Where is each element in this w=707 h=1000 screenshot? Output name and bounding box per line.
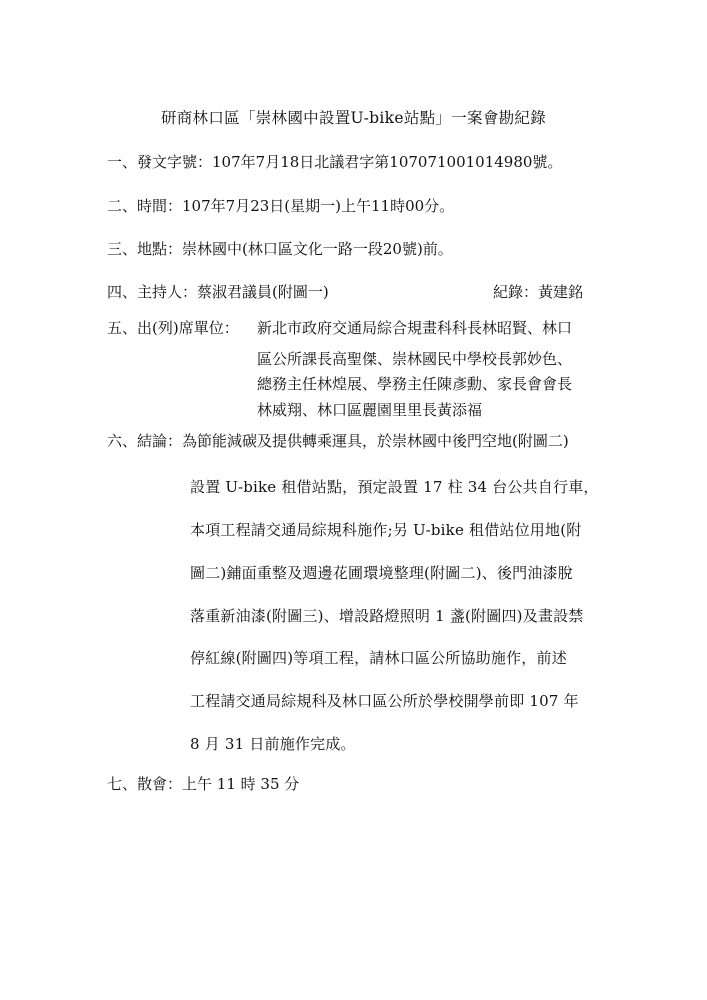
item-doc-number	[107, 155, 562, 170]
conclusion-line: 8 月 31 日前施作完成。	[190, 735, 356, 753]
recorder-label: 紀錄：	[493, 283, 539, 301]
conclusion-label: 六、結論：	[107, 432, 183, 450]
conclusion-line: 停紅線(附圖四)等項工程，請林口區公所協助施作，前述	[190, 649, 567, 667]
recorder-value: 黃建銘	[538, 283, 584, 301]
adjourn-value: 上午 11 時 35 分	[182, 775, 300, 793]
item-adjourn	[107, 777, 299, 792]
attendees-line: 新北市政府交通局綜合規畫科科長林昭賢、林口	[257, 319, 573, 337]
attendees-label: 五、出(列)席單位：	[107, 319, 239, 337]
adjourn-label: 七、散會：	[107, 775, 183, 793]
doc-number-label: 一、發文字號：	[107, 153, 213, 171]
document-title: 研商林口區「崇林國中設置U-bike站點」一案會勘紀錄	[160, 109, 547, 127]
conclusion-first-line: 為節能減碳及提供轉乘運具，於崇林國中後門空地(附圖二)	[182, 432, 569, 450]
attendees-line: 總務主任林煌展、學務主任陳彥勳、家長會會長	[257, 375, 573, 393]
conclusion-line: 本項工程請交通局綜規科施作;另 U-bike 租借站位用地(附	[190, 521, 582, 539]
conclusion-line: 設置 U-bike 租借站點，預定設置 17 柱 34 台公共自行車，	[190, 478, 599, 496]
doc-number-value: 107年7月18日北議君字第107071001014980號。	[212, 153, 563, 171]
attendees-line: 林威翔、林口區麗園里里長黃添福	[257, 401, 483, 419]
item-place	[107, 242, 453, 257]
time-value: 107年7月23日(星期一)上午11時00分。	[182, 197, 455, 215]
place-label: 三、地點：	[107, 240, 183, 258]
attendees-line: 區公所課長高聖傑、崇林國民中學校長郭妙色、	[257, 350, 573, 368]
host-label: 四、主持人：	[107, 283, 198, 301]
host-value: 蔡淑君議員(附圖一)	[197, 283, 329, 301]
time-label: 二、時間：	[107, 197, 183, 215]
recorder	[493, 285, 583, 300]
conclusion-line: 落重新油漆(附圖三)、增設路燈照明 1 盞(附圖四)及畫設禁	[190, 607, 584, 625]
conclusion-line: 工程請交通局綜規科及林口區公所於學校開學前即 107 年	[190, 692, 579, 710]
item-conclusion	[107, 434, 569, 449]
item-host	[107, 285, 329, 300]
place-value: 崇林國中(林口區文化一路一段20號)前。	[182, 240, 453, 258]
conclusion-line: 圖二)鋪面重整及週邊花圃環境整理(附圖二)、後門油漆脫	[190, 564, 573, 582]
item-time	[107, 199, 454, 214]
